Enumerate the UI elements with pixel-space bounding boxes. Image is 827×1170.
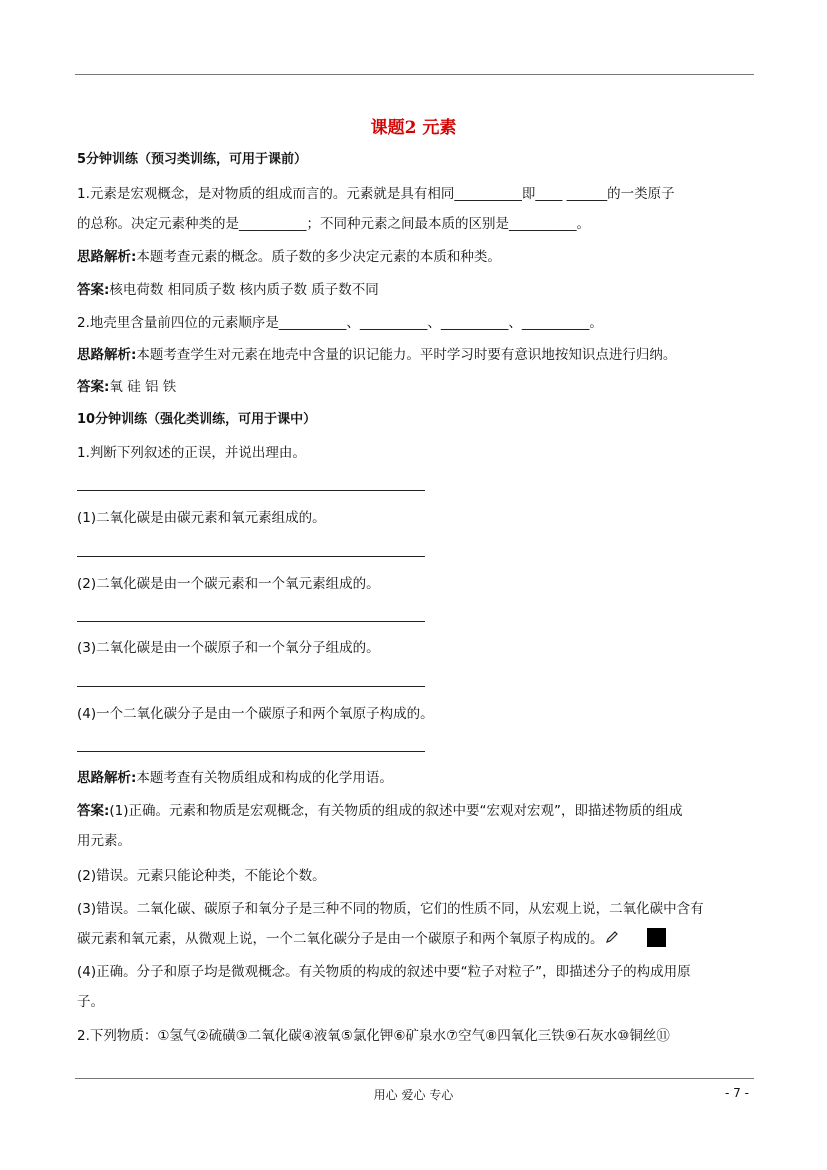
black-square-mark: [647, 928, 666, 947]
s2-analysis: [77, 769, 393, 787]
section-heading-10min: 10分钟训练（强化类训练，可用于课中）: [77, 412, 317, 427]
question-2-analysis: [77, 346, 676, 364]
answer-blank-line: [77, 686, 425, 687]
answer-blank-line: [77, 621, 425, 622]
s2-question-1-item-2: (2)二氧化碳是由一个碳元素和一个氧元素组成的。: [77, 576, 380, 592]
question-2-line: 2.地壳里含量前四位的元素顺序是__________、__________、__________、__________。: [77, 315, 603, 331]
question-1-analysis: [77, 248, 501, 266]
s2-answer-4-line-2: 子。: [77, 994, 104, 1010]
question-1-line-2: 的总称。决定元素种类的是__________；不同种元素之间最本质的区别是__________。: [77, 216, 590, 232]
answer-blank-line: [77, 751, 425, 752]
s2-answer-3-line-2: 碳元素和氧元素，从微观上说，一个二氧化碳分子是由一个碳原子和两个氧原子构成的。: [77, 931, 604, 947]
question-1-answer: [77, 281, 379, 299]
analysis-text: 本题考查有关物质组成和构成的化学用语。: [136, 770, 393, 786]
answer-label: 答案:: [77, 282, 110, 298]
analysis-label: 思路解析:: [77, 770, 137, 786]
header-rule: [75, 74, 754, 75]
answer-blank-line: [77, 556, 425, 557]
s2-answer-1-line-1: [77, 802, 683, 820]
s2-question-1-item-4: (4)一个二氧化碳分子是由一个碳原子和两个氧原子构成的。: [77, 706, 434, 722]
page-number: - 7 -: [725, 1086, 749, 1100]
question-1-line-1: 1.元素是宏观概念，是对物质的组成而言的。元素就是具有相同__________即____ ______的一类原子: [77, 186, 675, 202]
section-heading-5min: 5分钟训练（预习类训练，可用于课前）: [77, 152, 308, 167]
analysis-label: 思路解析:: [77, 347, 137, 363]
s2-question-1-stem: 1.判断下列叙述的正误，并说出理由。: [77, 445, 306, 461]
answer-text: (1)正确。元素和物质是宏观概念，有关物质的组成的叙述中要“宏观对宏观”，即描述物质的组成: [109, 803, 683, 819]
analysis-text: 本题考查元素的概念。质子数的多少决定元素的本质和种类。: [136, 249, 501, 265]
s2-answer-1-line-2: 用元素。: [77, 833, 131, 849]
footer-motto: 用心 爱心 专心: [373, 1088, 454, 1102]
s2-question-2-line: 2.下列物质：①氢气②硫磺③二氧化碳④液氧⑤氯化钾⑥矿泉水⑦空气⑧四氧化三铁⑨石灰水⑩铜丝⑪: [77, 1028, 670, 1044]
analysis-text: 本题考查学生对元素在地壳中含量的识记能力。平时学习时要有意识地按知识点进行归纳。: [136, 347, 677, 363]
footer-rule: [75, 1078, 754, 1079]
s2-question-1-item-3: (3)二氧化碳是由一个碳原子和一个氧分子组成的。: [77, 640, 380, 656]
analysis-label: 思路解析:: [77, 249, 137, 265]
answer-text: 核电荷数 相同质子数 核内质子数 质子数不同: [109, 282, 379, 298]
answer-blank-line: [77, 490, 425, 491]
s2-answer-3-line-1: (3)错误。二氧化碳、碳原子和氧分子是三种不同的物质，它们的性质不同，从宏观上说，二氧化碳中含有: [77, 901, 704, 917]
s2-answer-4-line-1: (4)正确。分子和原子均是微观概念。有关物质的构成的叙述中要“粒子对粒子”，即描述分子的构成用原: [77, 964, 691, 980]
answer-text: 氧 硅 铝 铁: [109, 379, 177, 395]
s2-answer-2: (2)错误。元素只能论种类，不能论个数。: [77, 868, 326, 884]
s2-question-1-item-1: (1)二氧化碳是由碳元素和氧元素组成的。: [77, 510, 326, 526]
pencil-icon: [605, 930, 619, 944]
question-2-answer: [77, 378, 176, 396]
answer-label: 答案:: [77, 379, 110, 395]
answer-label: 答案:: [77, 803, 110, 819]
page-title: 课题2 元素: [370, 118, 457, 138]
